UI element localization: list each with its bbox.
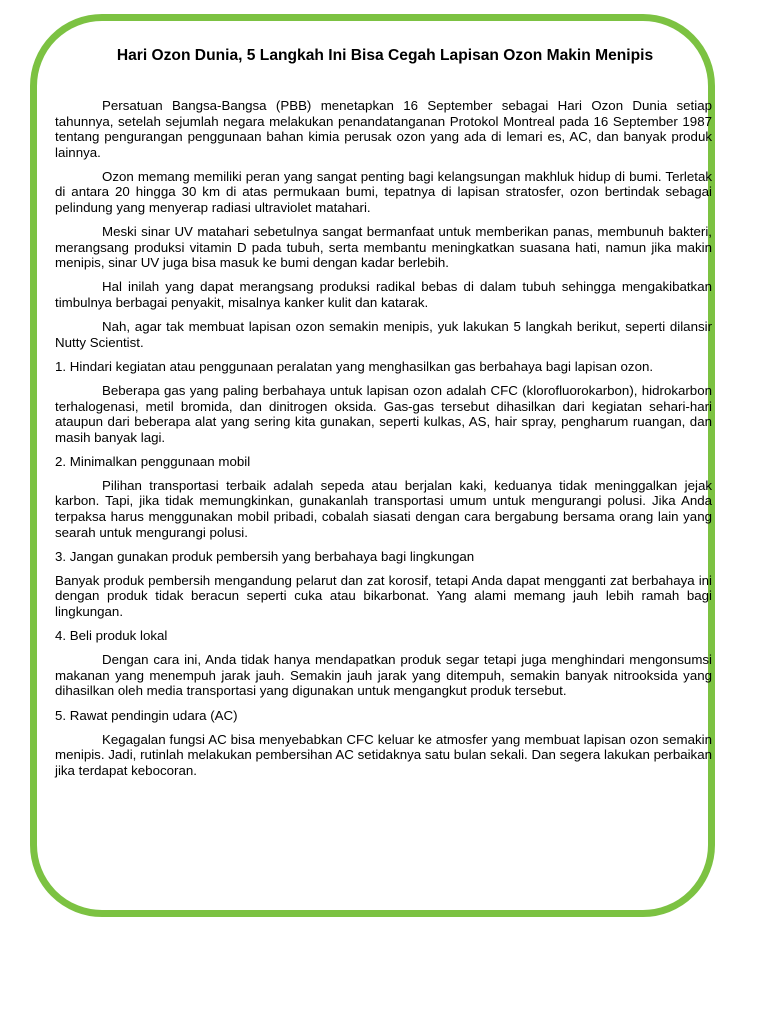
step-1-body: Beberapa gas yang paling berbahaya untuk lapisan ozon adalah CFC (klorofluorokarbon), hidrokarbon terhalogenasi, metil bromida, dan dinitrogen oksida. Gas-gas tersebut dihasilkan dari kegiatan sehari-hari ataupun dari beberapa alat yang sering kita gunakan, seperti kulkas, AS, hair spray, pengharum ruangan, dan masih banyak lagi. — [55, 382, 712, 445]
step-5-heading: 5. Rawat pendingin udara (AC) — [55, 707, 238, 723]
step-3-body: Banyak produk pembersih mengandung pelarut dan zat korosif, tetapi Anda dapat mengganti zat berbahaya ini dengan produk tidak beracun seperti cuka atau bikarbonat. Yang alami memang jauh lebih ramah bagi lingkungan. — [55, 572, 712, 620]
step-4-body: Dengan cara ini, Anda tidak hanya mendapatkan produk segar tetapi juga menghindari mengonsumsi makanan yang menempuh jarak jauh. Semakin jauh jarak yang ditempuh, semakin banyak nitrooksida yang dihasilkan oleh media transportasi yang digunakan untuk mengangkut produk tersebut. — [55, 652, 712, 699]
paragraph-uv-benefits: Meski sinar UV matahari sebetulnya sangat bermanfaat untuk memberikan panas, membunuh bakteri, merangsang produksi vitamin D pada tubuh, serta membantu meningkatkan suasana hati, namun jika makin menipis, sinar UV juga bisa masuk ke bumi dengan kadar berlebih. — [55, 224, 712, 271]
step-2-heading: 2. Minimalkan penggunaan mobil — [55, 453, 251, 469]
paragraph-steps-intro: Nah, agar tak membuat lapisan ozon semakin menipis, yuk lakukan 5 langkah berikut, seperti dilansir Nutty Scientist. — [55, 319, 712, 350]
step-1-heading: 1. Hindari kegiatan atau penggunaan peralatan yang menghasilkan gas berbahaya bagi lapisan ozon. — [55, 358, 654, 374]
article-body — [55, 98, 712, 787]
step-2-body: Pilihan transportasi terbaik adalah sepeda atau berjalan kaki, keduanya tidak meninggalkan jejak karbon. Tapi, jika tidak memungkinkan, gunakanlah transportasi umum untuk mengurangi polusi. Jika Anda terpaksa harus menggunakan mobil pribadi, cobalah siasati dengan cara bergabung bersama orang lain yang searah untuk mengurangi polusi. — [55, 477, 712, 540]
paragraph-intro: Persatuan Bangsa-Bangsa (PBB) menetapkan 16 September sebagai Hari Ozon Dunia setiap tahunnya, setelah sejumlah negara melakukan penandatanganan Protokol Montreal pada 16 September 1987 tentang pengurangan penggunaan bahan kimia perusak ozon yang ada di lemari es, AC, dan banyak produk lainnya. — [55, 98, 712, 160]
step-5-body: Kegagalan fungsi AC bisa menyebabkan CFC keluar ke atmosfer yang membuat lapisan ozon semakin menipis. Jadi, rutinlah melakukan pembersihan AC setidaknya satu bulan sekali. Dan segera lakukan perbaikan jika terdapat kebocoran. — [55, 731, 712, 778]
document-title: Hari Ozon Dunia, 5 Langkah Ini Bisa Cegah Lapisan Ozon Makin Menipis — [116, 47, 654, 64]
step-4-heading: 4. Beli produk lokal — [55, 628, 168, 644]
paragraph-free-radicals: Hal inilah yang dapat merangsang produksi radikal bebas di dalam tubuh sehingga mengakibatkan timbulnya berbagai penyakit, misalnya kanker kulit dan katarak. — [55, 279, 712, 311]
step-3-heading: 3. Jangan gunakan produk pembersih yang berbahaya bagi lingkungan — [55, 548, 475, 564]
paragraph-ozone-role: Ozon memang memiliki peran yang sangat penting bagi kelangsungan makhluk hidup di bumi. Terletak di antara 20 hingga 30 km di atas permukaan bumi, tepatnya di lapisan stratosfer, ozon bertindak sebagai pelindung yang menyerap radiasi ultraviolet matahari. — [55, 168, 712, 216]
